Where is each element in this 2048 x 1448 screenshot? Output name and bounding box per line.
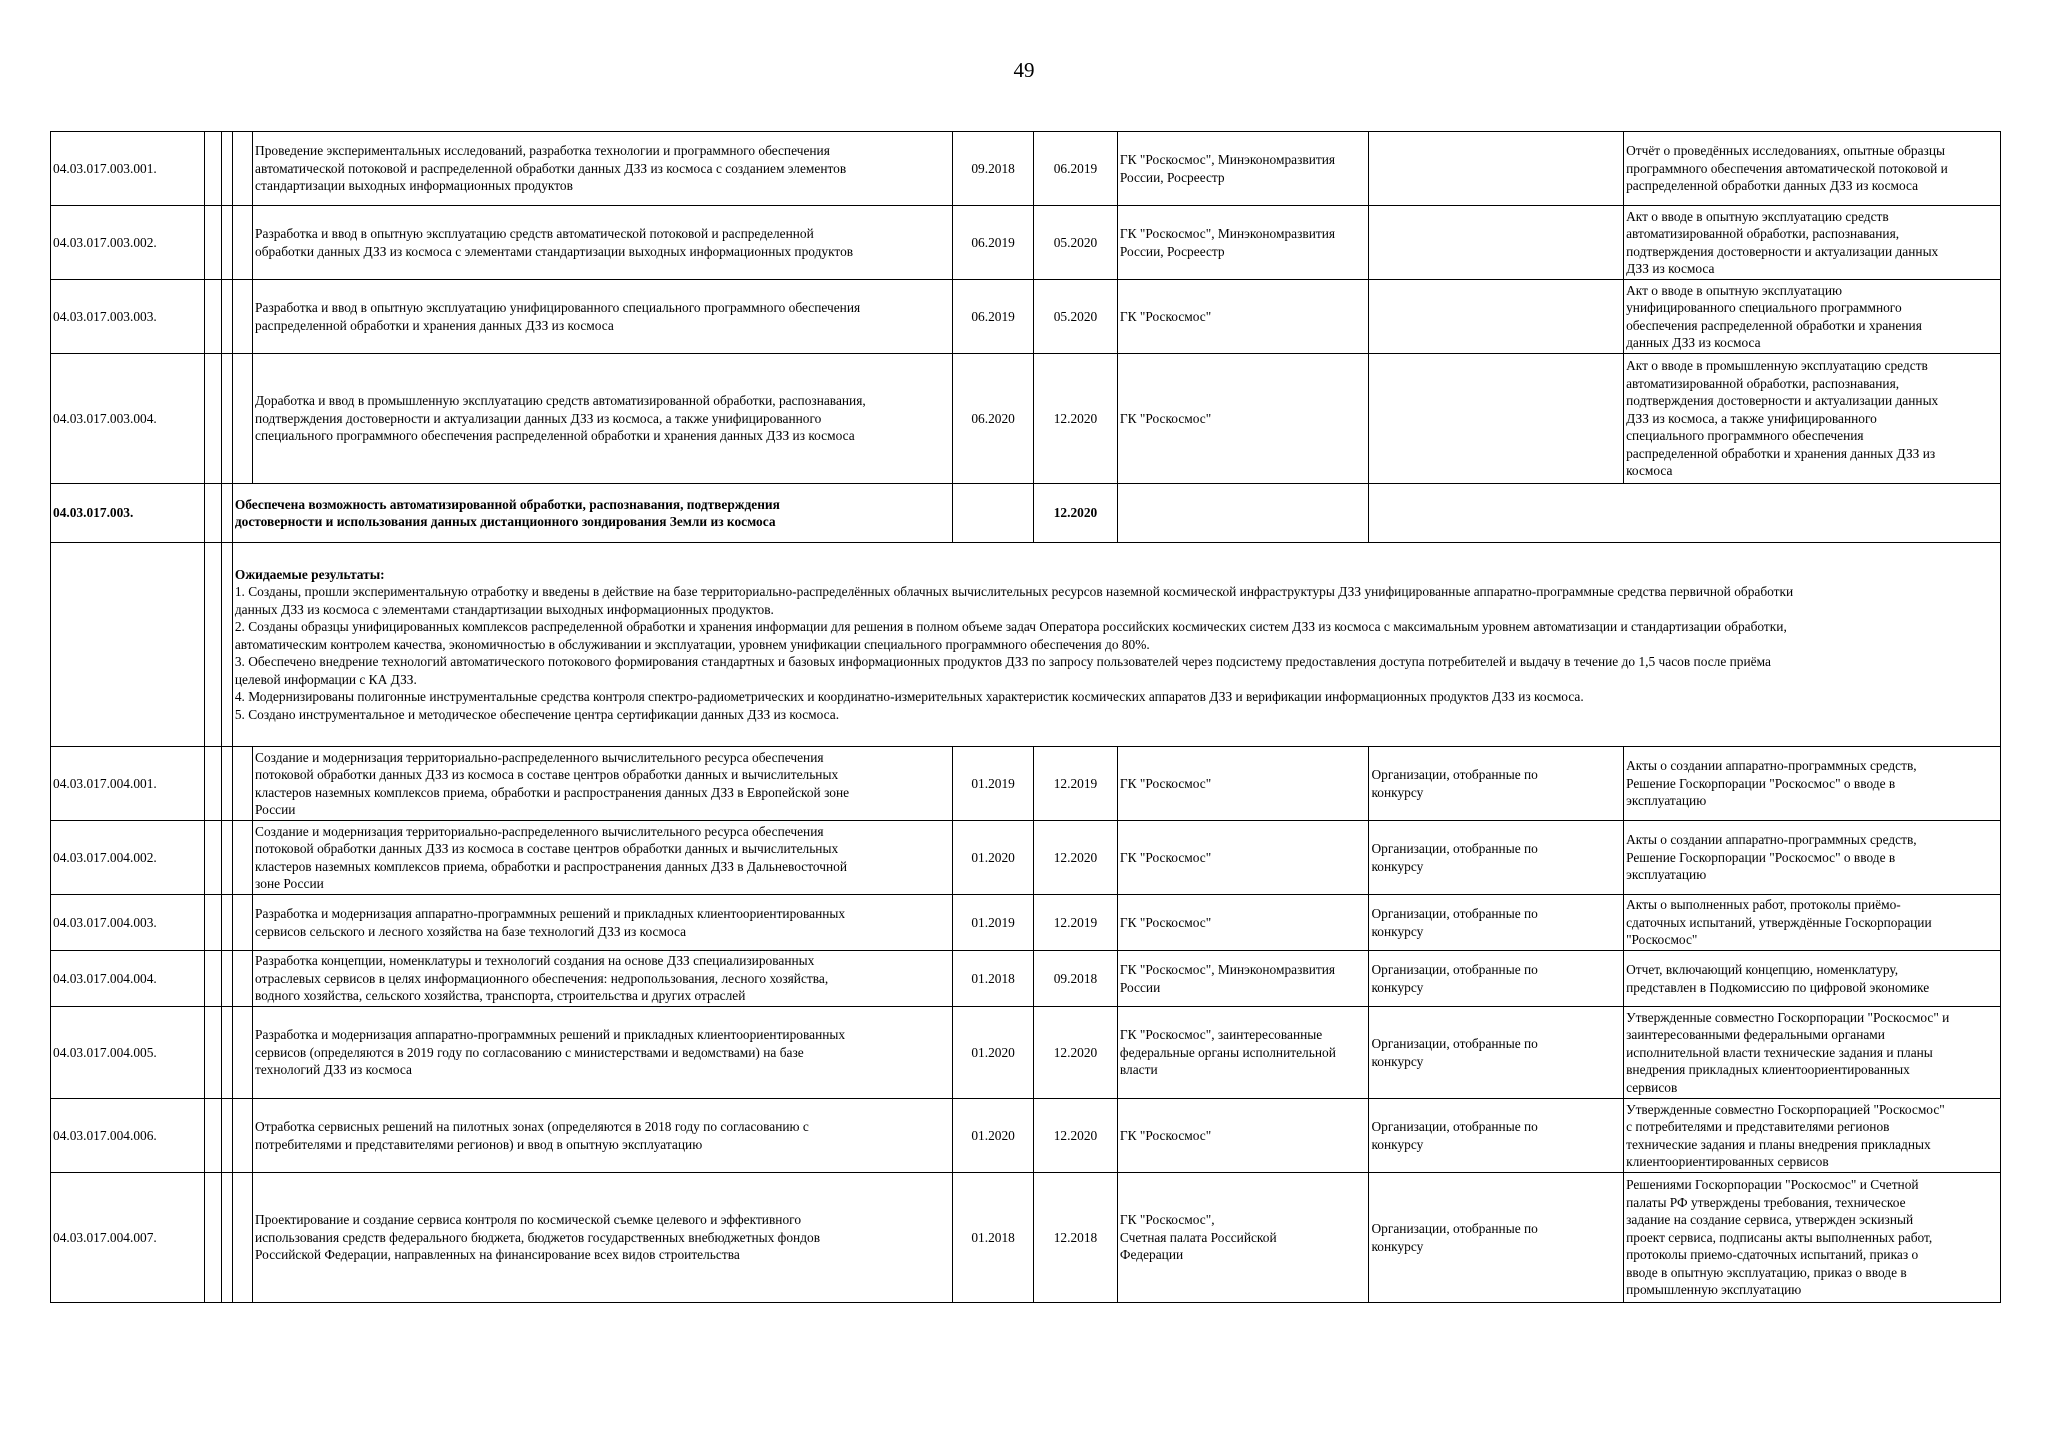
- spacer-cell: [204, 821, 221, 895]
- end-date: 05.2020: [1034, 280, 1118, 354]
- start-date: 01.2019: [953, 747, 1034, 821]
- spacer-cell: [232, 747, 252, 821]
- spacer-cell: [221, 280, 232, 354]
- text-line: достоверности и использования данных дистанционного зондирования Земли из космоса: [234, 514, 776, 529]
- text-line: России: [1119, 979, 1161, 995]
- milestone-result: [1369, 484, 2001, 543]
- table-row: [51, 747, 2001, 821]
- executors: [1369, 280, 1624, 354]
- spacer-cell: [221, 895, 232, 951]
- task-description: [253, 354, 953, 484]
- text-line: программного обеспечения автоматической потоковой и: [1626, 160, 1948, 176]
- end-date: 12.2018: [1034, 1173, 1118, 1303]
- table-row: [51, 280, 2001, 354]
- text-line: Акты о выполненных работ, протоколы приёмо-: [1626, 897, 1901, 913]
- text-line: Акт о вводе в промышленную эксплуатацию средств: [1626, 358, 1928, 374]
- text-line: стандартизации выходных информационных продуктов: [255, 178, 573, 194]
- result: [1624, 895, 2001, 951]
- text-line: ГК "Роскосмос": [1119, 775, 1212, 791]
- text-line: ГК "Роскосмос", заинтересованные: [1119, 1027, 1323, 1043]
- task-description: [253, 280, 953, 354]
- responsible: [1117, 747, 1369, 821]
- text-line: подтверждения достоверности и актуализации данных: [1626, 243, 1939, 259]
- text-line: Организации, отобранные по: [1371, 767, 1538, 782]
- text-line: Акты о создании аппаратно-программных средств,: [1626, 832, 1917, 848]
- table-body: [51, 132, 2001, 1303]
- executors: [1369, 747, 1624, 821]
- end-date: 12.2019: [1034, 895, 1118, 951]
- spacer-cell: [221, 543, 232, 747]
- text-line: сдаточных испытаний, утверждённые Госкорпорации: [1626, 914, 1932, 930]
- spacer-cell: [232, 1173, 252, 1303]
- responsible: [1117, 354, 1369, 484]
- end-date: 12.2020: [1034, 1099, 1118, 1173]
- text-line: Утвержденные совместно Госкорпорацией "Роскосмос": [1626, 1101, 1945, 1117]
- spacer-cell: [204, 206, 221, 280]
- executors: [1369, 895, 1624, 951]
- spacer-cell: [221, 354, 232, 484]
- text-line: конкурсу: [1371, 1136, 1424, 1152]
- text-line: автоматической потоковой и распределенной обработки данных ДЗЗ из космоса с созданием элементов: [255, 160, 847, 176]
- task-code: 04.03.017.004.004.: [51, 951, 205, 1007]
- task-description: [253, 821, 953, 895]
- text-line: власти: [1119, 1062, 1158, 1078]
- text-line: Решение Госкорпорации "Роскосмос" о вводе в: [1626, 849, 1896, 865]
- milestone-row: [51, 484, 2001, 543]
- text-line: специального программного обеспечения распределенной обработки и хранения данных ДЗЗ из космоса: [255, 428, 855, 444]
- expected-line: 2. Созданы образцы унифицированных комплексов распределенной обработки и хранения информации для решения в полном объеме задач Оператора российских космических систем ДЗЗ из космоса с максимальным уровнем автоматизации и стандартизации обработки,: [234, 619, 1787, 635]
- executors: [1369, 1173, 1624, 1303]
- text-line: распределенной обработки и хранения данных ДЗЗ из космоса: [255, 317, 614, 333]
- spacer-cell: [232, 1007, 252, 1099]
- text-line: космоса: [1626, 463, 1673, 479]
- result: [1624, 132, 2001, 206]
- text-line: конкурсу: [1371, 784, 1424, 800]
- result: [1624, 951, 2001, 1007]
- end-date: 12.2020: [1034, 821, 1118, 895]
- task-code: 04.03.017.004.005.: [51, 1007, 205, 1099]
- end-date: 12.2020: [1034, 354, 1118, 484]
- page-number: 49: [1013, 58, 1035, 82]
- start-date: 01.2018: [953, 1173, 1034, 1303]
- text-line: заинтересованными федеральными органами: [1626, 1027, 1885, 1043]
- text-line: Организации, отобранные по: [1371, 1036, 1538, 1051]
- text-line: эксплуатацию: [1626, 867, 1707, 883]
- text-line: ГК "Роскосмос", Минэкономразвития: [1119, 152, 1336, 167]
- text-line: Организации, отобранные по: [1371, 1221, 1538, 1236]
- expected-line: автоматическим контролем качества, экономичностью в обслуживании и эксплуатации, уровнем унификации специального программного обеспечения до 80%.: [234, 636, 1150, 652]
- text-line: унифицированного специального программного: [1626, 300, 1902, 315]
- spacer-cell: [204, 280, 221, 354]
- milestone-end: 12.2020: [1034, 484, 1118, 543]
- text-line: кластеров наземных комплексов приема, обработки и распространения данных ДЗЗ в Дальневосточной: [255, 858, 847, 874]
- text-line: Создание и модернизация территориально-распределенного вычислительного ресурса обеспечения: [255, 823, 824, 839]
- text-line: эксплуатацию: [1626, 793, 1707, 809]
- text-line: Создание и модернизация территориально-распределенного вычислительного ресурса обеспечения: [255, 749, 824, 765]
- text-line: зоне России: [255, 876, 324, 891]
- expected-line: 1. Созданы, прошли экспериментальную отработку и введены в действие на базе территориально-распределённых облачных вычислительных ресурсов наземной космической инфраструктуры ДЗЗ унифицированные аппаратно-программные средства первичной обработки: [234, 584, 1794, 600]
- text-line: протоколы приемо-сдаточных испытаний, приказ о: [1626, 1247, 1919, 1263]
- expected-line: 4. Модернизированы полигонные инструментальные средства контроля спектро-радиометрических и координатно-измерительных характеристик космических аппаратов ДЗЗ и верификации информационных продуктов ДЗЗ из космоса.: [234, 689, 1584, 705]
- result: [1624, 280, 2001, 354]
- text-line: данных ДЗЗ из космоса: [1626, 335, 1761, 350]
- text-line: Решениями Госкорпорации "Роскосмос" и Счетной: [1626, 1177, 1919, 1193]
- text-line: сервисов сельского и лесного хозяйства на базе технологий ДЗЗ из космоса: [255, 923, 687, 939]
- text-line: с потребителями и представителями регионов: [1626, 1119, 1890, 1134]
- text-line: потоковой обработки данных ДЗЗ из космоса в составе центров обработки данных и вычислительных: [255, 767, 839, 782]
- spacer-cell: [221, 132, 232, 206]
- spacer-cell: [232, 821, 252, 895]
- text-line: использования средств федерального бюджета, бюджетов государственных внебюджетных фондов: [255, 1229, 821, 1245]
- expected-line: 3. Обеспечено внедрение технологий автоматического потокового формирования стандартных и базовых информационных продуктов ДЗЗ по запросу пользователей через подсистему предоставления доступа потребителей и выдачу в течение до 1,5 часов после приёма: [234, 654, 1771, 670]
- task-description: [253, 895, 953, 951]
- text-line: России: [255, 802, 296, 817]
- spacer-cell: [221, 484, 232, 543]
- text-line: автоматизированной обработки, распознавания,: [1626, 375, 1900, 391]
- text-line: задание на создание сервиса, утвержден эскизный: [1626, 1212, 1914, 1228]
- text-line: ГК "Роскосмос": [1119, 410, 1212, 426]
- table-row: [51, 1099, 2001, 1173]
- text-line: конкурсу: [1371, 1053, 1424, 1069]
- task-description: [253, 1007, 953, 1099]
- text-line: специального программного обеспечения: [1626, 428, 1864, 444]
- start-date: 01.2020: [953, 821, 1034, 895]
- executors: [1369, 951, 1624, 1007]
- text-line: России, Росреестр: [1119, 243, 1225, 259]
- text-line: конкурсу: [1371, 1238, 1424, 1254]
- task-description: [253, 206, 953, 280]
- task-code: 04.03.017.003.002.: [51, 206, 205, 280]
- text-line: обеспечения распределенной обработки и хранения: [1626, 317, 1922, 333]
- spacer-cell: [232, 206, 252, 280]
- milestone-responsible: [1117, 484, 1369, 543]
- end-date: 12.2019: [1034, 747, 1118, 821]
- task-code: 04.03.017.004.001.: [51, 747, 205, 821]
- spacer-cell: [204, 354, 221, 484]
- text-line: Доработка и ввод в промышленную эксплуатацию средств автоматизированной обработки, распознавания,: [255, 393, 866, 409]
- spacer-cell: [232, 951, 252, 1007]
- expected-line: данных ДЗЗ из космоса с элементами стандартизации выходных информационных продуктов.: [234, 601, 774, 617]
- text-line: Решение Госкорпорации "Роскосмос" о вводе в: [1626, 775, 1896, 791]
- responsible: [1117, 132, 1369, 206]
- text-line: Утвержденные совместно Госкорпорации "Роскосмос" и: [1626, 1009, 1950, 1025]
- task-description: [253, 747, 953, 821]
- responsible: [1117, 821, 1369, 895]
- spacer-cell: [204, 747, 221, 821]
- expected-code: [51, 543, 205, 747]
- text-line: автоматизированной обработки, распознавания,: [1626, 226, 1900, 241]
- spacer-cell: [221, 1173, 232, 1303]
- text-line: представлен в Подкомиссию по цифровой экономике: [1626, 979, 1930, 995]
- result: [1624, 354, 2001, 484]
- spacer-cell: [204, 484, 221, 543]
- text-line: Российской Федерации, направленных на финансирование всех видов строительства: [255, 1247, 740, 1263]
- start-date: 06.2019: [953, 206, 1034, 280]
- text-line: конкурсу: [1371, 979, 1424, 995]
- text-line: Организации, отобранные по: [1371, 841, 1538, 856]
- table-row: [51, 206, 2001, 280]
- end-date: 06.2019: [1034, 132, 1118, 206]
- text-line: "Роскосмос": [1626, 932, 1698, 948]
- milestone-description: [232, 484, 952, 543]
- text-line: подтверждения достоверности и актуализации данных ДЗЗ из космоса, а также унифицированного: [255, 410, 822, 426]
- executors: [1369, 354, 1624, 484]
- milestone-start: [953, 484, 1034, 543]
- text-line: ГК "Роскосмос", Минэкономразвития: [1119, 226, 1336, 241]
- table-row: [51, 1007, 2001, 1099]
- responsible: [1117, 280, 1369, 354]
- spacer-cell: [221, 1007, 232, 1099]
- text-line: ГК "Роскосмос": [1119, 914, 1212, 930]
- task-code: 04.03.017.004.003.: [51, 895, 205, 951]
- expected-line: целевой информации с КА ДЗЗ.: [234, 671, 417, 687]
- text-line: кластеров наземных комплексов приема, обработки и распространения данных ДЗЗ в Европейской зоне: [255, 784, 850, 800]
- text-line: сервисов (определяются в 2019 году по согласованию с министерствами и ведомствами) на базе: [255, 1044, 804, 1060]
- text-line: Федерации: [1119, 1247, 1184, 1263]
- expected-line: 5. Создано инструментальное и методическое обеспечение центра сертификации данных ДЗЗ из космоса.: [234, 706, 840, 722]
- text-line: ГК "Роскосмос": [1119, 849, 1212, 865]
- responsible: [1117, 1099, 1369, 1173]
- spacer-cell: [221, 951, 232, 1007]
- text-line: подтверждения достоверности и актуализации данных: [1626, 393, 1939, 409]
- expected-results-row: [51, 543, 2001, 747]
- executors: [1369, 1007, 1624, 1099]
- result: [1624, 1007, 2001, 1099]
- expected-title: Ожидаемые результаты:: [234, 566, 385, 582]
- result: [1624, 747, 2001, 821]
- start-date: 01.2018: [953, 951, 1034, 1007]
- text-line: Организации, отобранные по: [1371, 1119, 1538, 1134]
- task-description: [253, 1173, 953, 1303]
- spacer-cell: [232, 354, 252, 484]
- responsible: [1117, 206, 1369, 280]
- text-line: конкурсу: [1371, 923, 1424, 939]
- executors: [1369, 132, 1624, 206]
- start-date: 01.2020: [953, 1099, 1034, 1173]
- task-code: 04.03.017.003.001.: [51, 132, 205, 206]
- text-line: сервисов: [1626, 1079, 1678, 1095]
- text-line: распределенной обработки и хранения данных ДЗЗ из: [1626, 445, 1936, 461]
- spacer-cell: [221, 1099, 232, 1173]
- table-row: [51, 354, 2001, 484]
- executors: [1369, 206, 1624, 280]
- text-line: Отработка сервисных решений на пилотных зонах (определяются в 2018 году по согласованию с: [255, 1119, 809, 1134]
- text-line: Разработка и ввод в опытную эксплуатацию средств автоматической потоковой и распределенной: [255, 226, 814, 241]
- text-line: ГК "Роскосмос", Минэкономразвития: [1119, 962, 1336, 977]
- end-date: 05.2020: [1034, 206, 1118, 280]
- spacer-cell: [204, 132, 221, 206]
- text-line: Счетная палата Российской: [1119, 1229, 1277, 1245]
- text-line: обработки данных ДЗЗ из космоса с элементами стандартизации выходных информационных продуктов: [255, 243, 854, 259]
- executors: [1369, 821, 1624, 895]
- spacer-cell: [204, 895, 221, 951]
- text-line: федеральные органы исполнительной: [1119, 1044, 1336, 1060]
- table-row: [51, 951, 2001, 1007]
- task-description: [253, 132, 953, 206]
- responsible: [1117, 1007, 1369, 1099]
- task-code: 04.03.017.003.004.: [51, 354, 205, 484]
- result: [1624, 1099, 2001, 1173]
- text-line: ГК "Роскосмос": [1119, 308, 1212, 324]
- spacer-cell: [204, 1173, 221, 1303]
- text-line: Проектирование и создание сервиса контроля по космической съемке целевого и эффективного: [255, 1212, 802, 1228]
- text-line: Разработка и ввод в опытную эксплуатацию унифицированного специального программного обеспечения: [255, 300, 861, 315]
- text-line: проект сервиса, подписаны акты выполненных работ,: [1626, 1229, 1933, 1245]
- text-line: внедрения прикладных клиентоориентированных: [1626, 1062, 1910, 1078]
- result: [1624, 206, 2001, 280]
- text-line: вводе в опытную эксплуатацию, приказ о вводе в: [1626, 1264, 1907, 1280]
- spacer-cell: [232, 132, 252, 206]
- text-line: потоковой обработки данных ДЗЗ из космоса в составе центров обработки данных и вычислительных: [255, 841, 839, 856]
- task-code: 04.03.017.004.006.: [51, 1099, 205, 1173]
- text-line: ГК "Роскосмос": [1119, 1127, 1212, 1143]
- spacer-cell: [221, 747, 232, 821]
- text-line: Организации, отобранные по: [1371, 962, 1538, 977]
- start-date: 06.2020: [953, 354, 1034, 484]
- end-date: 09.2018: [1034, 951, 1118, 1007]
- text-line: потребителями и представителями регионов) и ввод в опытную эксплуатацию: [255, 1136, 703, 1152]
- task-code: 04.03.017.004.002.: [51, 821, 205, 895]
- spacer-cell: [204, 543, 221, 747]
- text-line: ГК "Роскосмос",: [1119, 1212, 1215, 1228]
- start-date: 01.2019: [953, 895, 1034, 951]
- spacer-cell: [232, 895, 252, 951]
- table-row: [51, 1173, 2001, 1303]
- task-description: [253, 951, 953, 1007]
- text-line: технические задания и планы внедрения прикладных: [1626, 1136, 1931, 1152]
- text-line: отраслевых сервисов в целях информационного обеспечения: недропользования, лесного хозяйства,: [255, 970, 829, 986]
- text-line: России, Росреестр: [1119, 169, 1225, 185]
- start-date: 01.2020: [953, 1007, 1034, 1099]
- text-line: Акт о вводе в опытную эксплуатацию средств: [1626, 208, 1889, 224]
- expected-results: [232, 543, 2000, 747]
- responsible: [1117, 951, 1369, 1007]
- executors: [1369, 1099, 1624, 1173]
- text-line: Организации, отобранные по: [1371, 906, 1538, 921]
- spacer-cell: [204, 951, 221, 1007]
- text-line: промышленную эксплуатацию: [1626, 1282, 1802, 1298]
- start-date: 09.2018: [953, 132, 1034, 206]
- start-date: 06.2019: [953, 280, 1034, 354]
- result: [1624, 1173, 2001, 1303]
- spacer-cell: [221, 821, 232, 895]
- text-line: клиентоориентированных сервисов: [1626, 1154, 1829, 1169]
- spacer-cell: [232, 1099, 252, 1173]
- text-line: распределенной обработки данных ДЗЗ из космоса: [1626, 178, 1919, 194]
- text-line: Проведение экспериментальных исследований, разработка технологии и программного обеспечения: [255, 143, 830, 159]
- table-row: [51, 132, 2001, 206]
- spacer-cell: [221, 206, 232, 280]
- task-code: 04.03.017.003.003.: [51, 280, 205, 354]
- text-line: Обеспечена возможность автоматизированной обработки, распознавания, подтверждения: [234, 496, 780, 512]
- text-line: ДЗЗ из космоса: [1626, 261, 1715, 276]
- milestone-code: 04.03.017.003.: [51, 484, 205, 543]
- text-line: Акты о создании аппаратно-программных средств,: [1626, 758, 1917, 774]
- text-line: Акт о вводе в опытную эксплуатацию: [1626, 282, 1843, 298]
- text-line: Разработка концепции, номенклатуры и технологий создания на основе ДЗЗ специализированных: [255, 953, 815, 969]
- spacer-cell: [204, 1007, 221, 1099]
- text-line: Отчёт о проведённых исследованиях, опытные образцы: [1626, 143, 1945, 159]
- roadmap-table: [50, 131, 2001, 1303]
- spacer-cell: [204, 1099, 221, 1173]
- task-code: 04.03.017.004.007.: [51, 1173, 205, 1303]
- responsible: [1117, 895, 1369, 951]
- text-line: конкурсу: [1371, 858, 1424, 874]
- spacer-cell: [232, 280, 252, 354]
- task-description: [253, 1099, 953, 1173]
- text-line: Отчет, включающий концепцию, номенклатуру,: [1626, 962, 1899, 977]
- result: [1624, 821, 2001, 895]
- text-line: водного хозяйства, сельского хозяйства, транспорта, строительства и других отраслей: [255, 988, 746, 1004]
- text-line: технологий ДЗЗ из космоса: [255, 1062, 412, 1078]
- responsible: [1117, 1173, 1369, 1303]
- text-line: исполнительной власти технические задания и планы: [1626, 1044, 1933, 1060]
- text-line: Разработка и модернизация аппаратно-программных решений и прикладных клиентоориентированных: [255, 1027, 846, 1043]
- text-line: палаты РФ утверждены требования, техническое: [1626, 1194, 1906, 1210]
- text-line: ДЗЗ из космоса, а также унифицированного: [1626, 410, 1877, 426]
- table-row: [51, 821, 2001, 895]
- text-line: Разработка и модернизация аппаратно-программных решений и прикладных клиентоориентированных: [255, 906, 846, 921]
- table-row: [51, 895, 2001, 951]
- end-date: 12.2020: [1034, 1007, 1118, 1099]
